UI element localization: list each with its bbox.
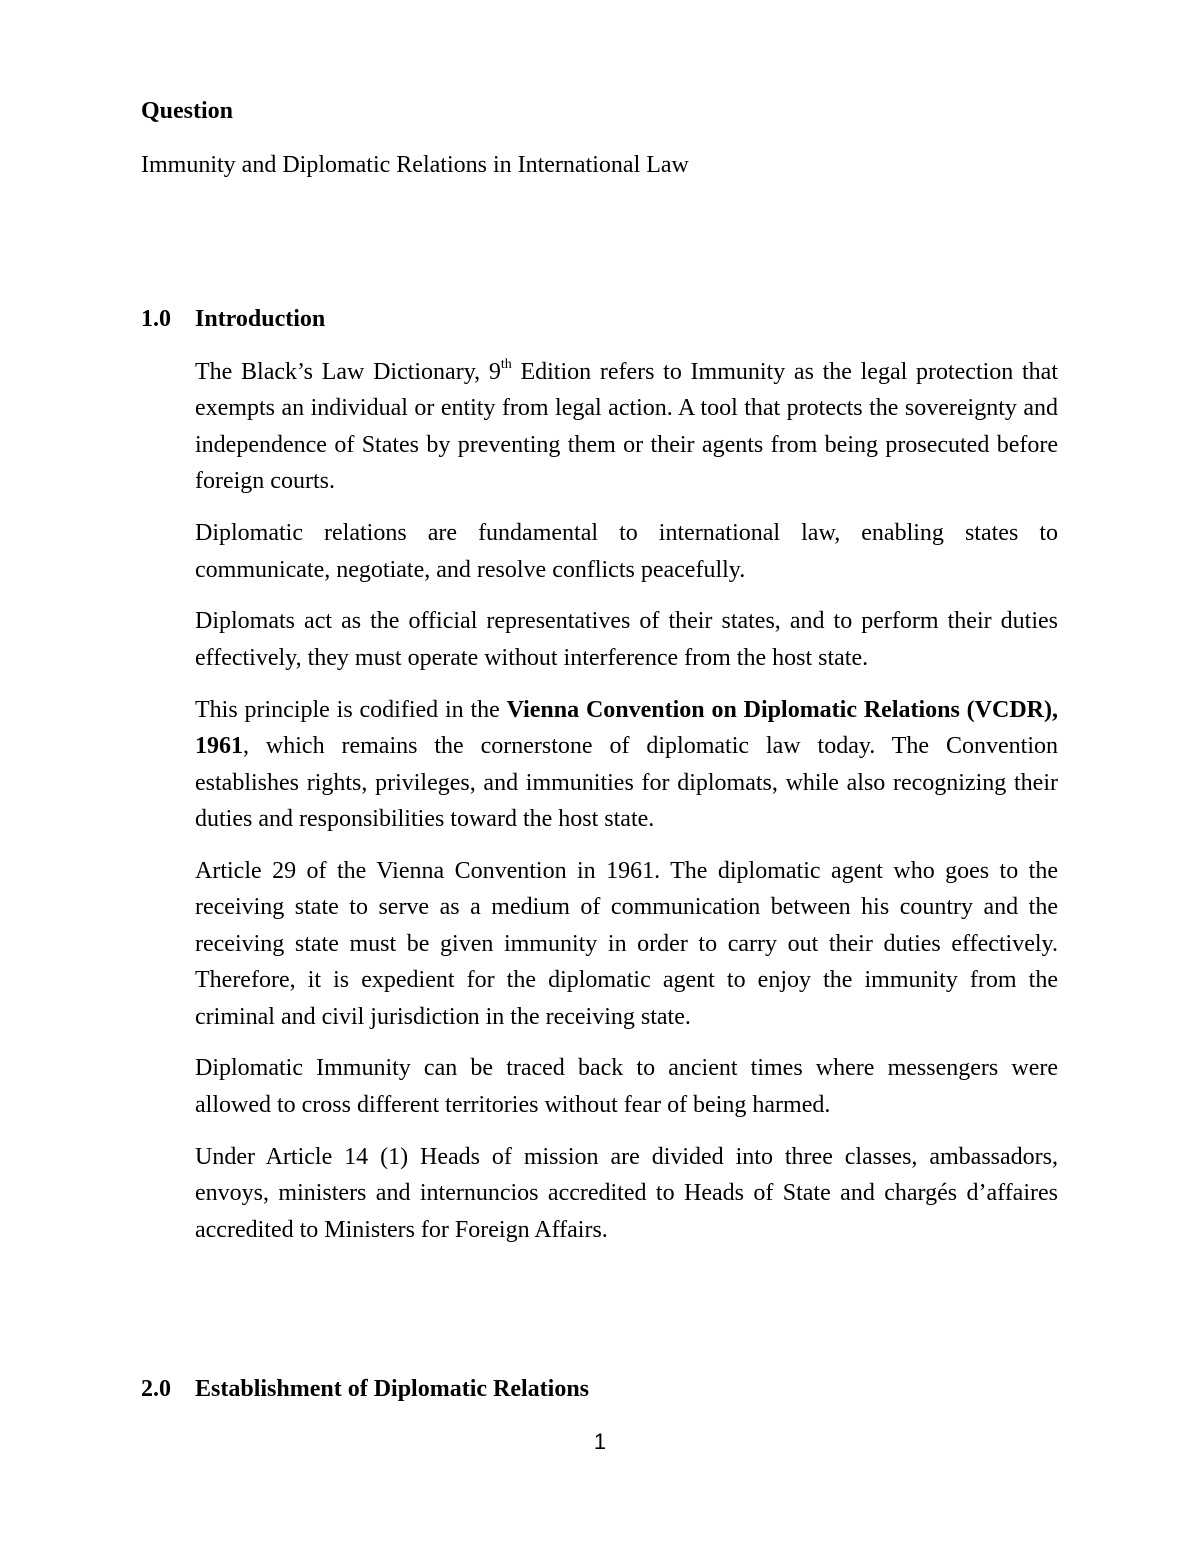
section-number: 1.0 — [141, 306, 171, 332]
text-run: This principle is codified in the — [195, 696, 507, 723]
section-heading-establishment — [141, 1372, 589, 1406]
paragraph-article-14: Under Article 14 (1) Heads of mission are divided into three classes, ambassadors, envoys, ministers and internuncios accredited to Heads of State and chargés d’affaires accredited to Ministers for Foreign Affairs. — [195, 1143, 1058, 1243]
question-label: Question — [141, 98, 234, 124]
introduction-body — [195, 354, 1058, 1263]
text-run: The Black’s Law Dictionary, 9 — [195, 359, 501, 385]
ordinal-superscript: th — [500, 357, 512, 372]
text-run: , which remains the cornerstone of diplomatic law today. The Convention establishes rights, privileges, and immunities for diplomats, while also recognizing their duties and responsibilities toward the host state. — [195, 733, 1058, 832]
question-title: Immunity and Diplomatic Relations in International Law — [141, 152, 689, 178]
section-title: Introduction — [195, 306, 326, 332]
page-number: 1 — [593, 1429, 607, 1454]
text-run: Edition refers to Immunity as the legal protection that exempts an individual or entity from legal action. A tool that protects the sovereignty and independence of States by preventing them or their agents from being prosecuted before foreign courts. — [195, 359, 1058, 495]
paragraph-article-29: Article 29 of the Vienna Convention in 1961. The diplomatic agent who goes to the receiving state to serve as a medium of communication between his country and the receiving state must be given immunity in order to carry out their duties effectively. Therefore, it is expedient for the diplomatic agent to enjoy the immunity from the criminal and civil jurisdiction in the receiving state. — [195, 857, 1058, 1030]
paragraph-diplomatic-relations: Diplomatic relations are fundamental to international law, enabling states to communicate, negotiate, and resolve conflicts peacefully. — [195, 520, 1058, 583]
paragraph-vcdr — [195, 692, 1058, 838]
paragraph-immunity-definition — [195, 354, 1058, 500]
paragraph-history: Diplomatic Immunity can be traced back to ancient times where messengers were allowed to cross different territories without fear of being harmed. — [195, 1055, 1058, 1118]
bold-citation: Vienna Convention on Diplomatic Relations (VCDR), 1961 — [195, 696, 1058, 760]
section-number: 2.0 — [141, 1376, 171, 1402]
paragraph-diplomats-role: Diplomats act as the official representatives of their states, and to perform their duties effectively, they must operate without interference from the host state. — [195, 608, 1058, 671]
section-title: Establishment of Diplomatic Relations — [195, 1376, 590, 1402]
section-heading-introduction — [141, 302, 325, 336]
